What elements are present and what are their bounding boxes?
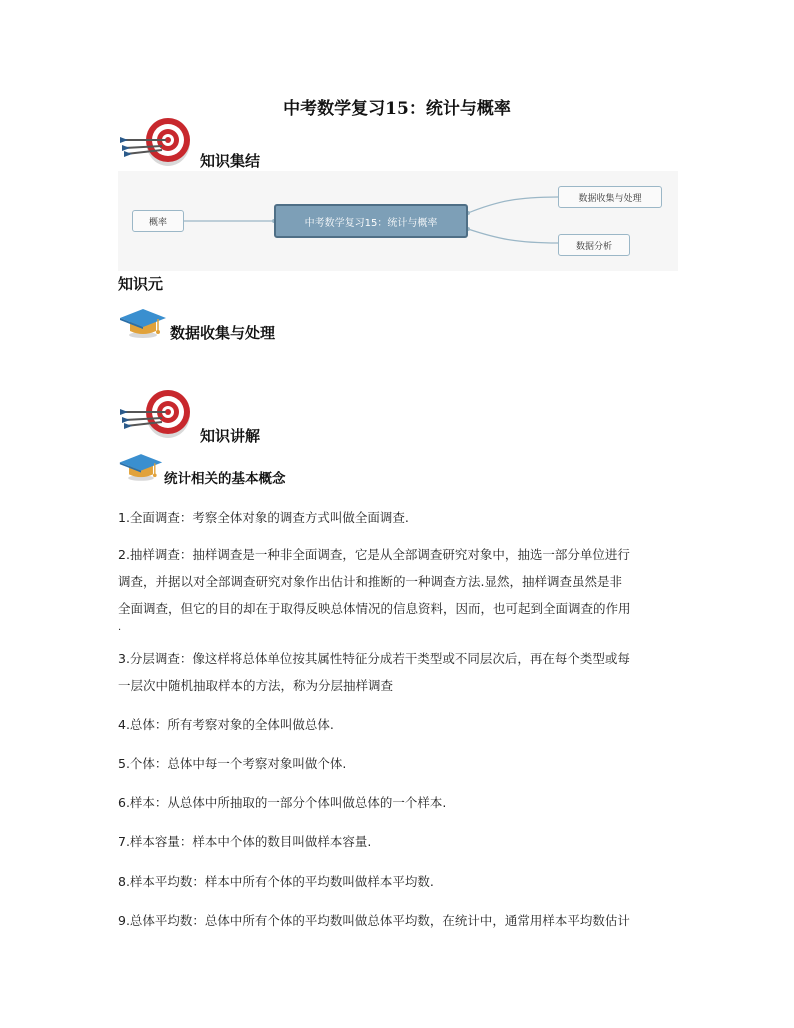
section-heading-basic-concepts: 统计相关的基本概念 [164, 471, 286, 487]
paragraph-line: . [118, 622, 122, 633]
graduation-cap-icon [118, 452, 164, 482]
mind-map-node-data-collection: 数据收集与处理 [558, 186, 662, 208]
mind-map [118, 171, 678, 271]
paragraph-4 [118, 711, 678, 738]
page-title: 中考数学复习15：统计与概率 [283, 99, 511, 119]
section-heading-knowledge-unit: 知识元 [118, 275, 164, 293]
paragraph-line: 1.全面调查：考察全体对象的调查方式叫做全面调查. [118, 510, 409, 525]
section-heading-knowledge-summary: 知识集结 [200, 152, 261, 170]
paragraph-line: 9.总体平均数：总体中所有个体的平均数叫做总体平均数，在统计中，通常用样本平均数估计 [118, 913, 630, 928]
mind-map-node-data-analysis: 数据分析 [558, 234, 630, 256]
mind-map-node-probability: 概率 [132, 210, 184, 232]
paragraph-7 [118, 828, 678, 855]
paragraph-line: 6.样本：从总体中所抽取的一部分个体叫做总体的一个样本. [118, 795, 447, 810]
paragraph-line: 全面调查，但它的目的却在于取得反映总体情况的信息资料，因而，也可起到全面调查的作用 [118, 601, 631, 616]
graduation-cap-icon [118, 307, 168, 339]
paragraph-line: 4.总体：所有考察对象的全体叫做总体. [118, 717, 334, 732]
section-heading-knowledge-explain: 知识讲解 [200, 427, 261, 445]
paragraph-6 [118, 789, 678, 816]
paragraph-line: 5.个体：总体中每一个考察对象叫做个体. [118, 756, 347, 771]
paragraph-5 [118, 750, 678, 777]
paragraph-9 [118, 907, 678, 934]
target-icon [118, 388, 194, 440]
paragraph-line: 7.样本容量：样本中个体的数目叫做样本容量. [118, 834, 372, 849]
paragraph-2 [118, 541, 678, 634]
paragraph-line: 调查，并据以对全部调查研究对象作出估计和推断的一种调查方法.显然，抽样调查虽然是非 [118, 574, 622, 589]
paragraph-8 [118, 868, 678, 895]
paragraph-3 [118, 645, 678, 699]
paragraph-line: 3.分层调查：像这样将总体单位按其属性特征分成若干类型或不同层次后，再在每个类型或每 [118, 651, 630, 666]
target-icon [118, 116, 194, 168]
section-heading-data-collection: 数据收集与处理 [170, 324, 276, 342]
mind-map-center-node: 中考数学复习15：统计与概率 [274, 204, 468, 238]
paragraph-line: 一层次中随机抽取样本的方法，称为分层抽样调查 [118, 678, 394, 693]
paragraph-line: 8.样本平均数：样本中所有个体的平均数叫做样本平均数. [118, 874, 434, 889]
paragraph-line: 2.抽样调查：抽样调查是一种非全面调查，它是从全部调查研究对象中，抽选一部分单位进行 [118, 547, 630, 562]
paragraph-1 [118, 504, 678, 531]
